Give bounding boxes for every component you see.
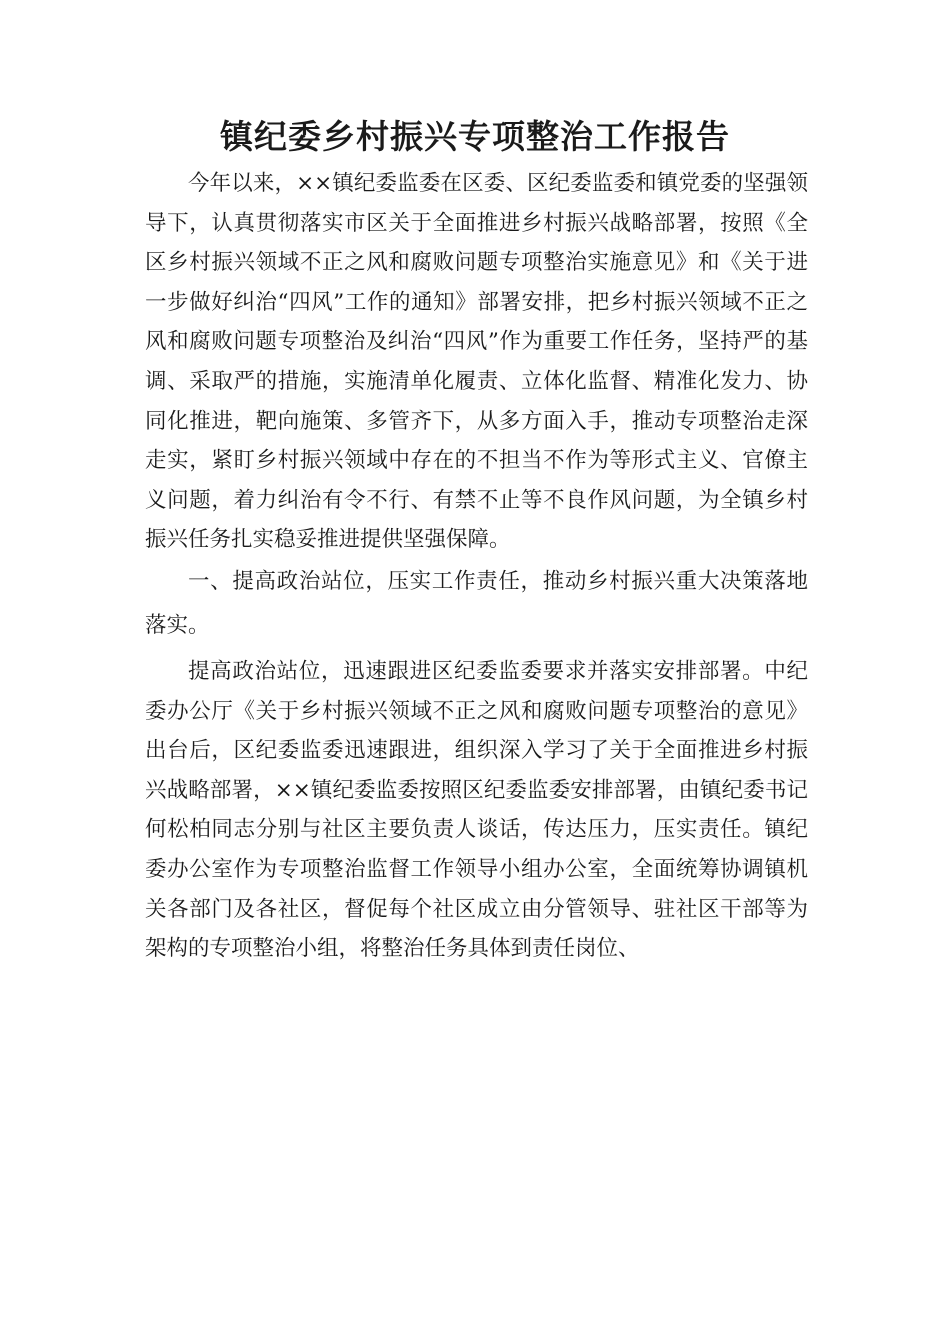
paragraph-section-1: 提高政治站位，迅速跟进区纪委监委要求并落实安排部署。中纪委办公厅《关于乡村振兴领域不正之风和腐败问题专项整治的意见》出台后，区纪委监委迅速跟进，组织深入学习了关于全面推进乡村振兴战略部署，××镇纪委监委按照区纪委监委安排部署，由镇纪委书记何松柏同志分别与社区主要负责人谈话，传达压力，压实责任。镇纪委办公室作为专项整治监督工作领导小组办公室，全面统筹协调镇机关各部门及各社区，督促每个社区成立由分管领导、驻社区干部等为架构的专项整治小组，将整治任务具体到责任岗位、 (145, 658, 808, 962)
section-heading-1: 一、提高政治站位，压实工作责任，推动乡村振兴重大决策落地落实。 (145, 568, 808, 638)
document-title: 镇纪委乡村振兴专项整治工作报告 (220, 117, 730, 156)
paragraph-intro: 今年以来，××镇纪委监委在区委、区纪委监委和镇党委的坚强领导下，认真贯彻落实市区关于全面推进乡村振兴战略部署，按照《全区乡村振兴领域不正之风和腐败问题专项整治实施意见》和《关于进一步做好纠治“四风”工作的通知》部署安排，把乡村振兴领域不正之风和腐败问题专项整治及纠治“四风”作为重要工作任务，坚持严的基调、采取严的措施，实施清单化履责、立体化监督、精准化发力、协同化推进，靶向施策、多管齐下，从多方面入手，推动专项整治走深走实，紧盯乡村振兴领域中存在的不担当不作为等形式主义、官僚主义问题，着力纠治有令不行、有禁不止等不良作风问题，为全镇乡村振兴任务扎实稳妥推进提供坚强保障。 (145, 171, 808, 553)
document-body (145, 164, 808, 969)
